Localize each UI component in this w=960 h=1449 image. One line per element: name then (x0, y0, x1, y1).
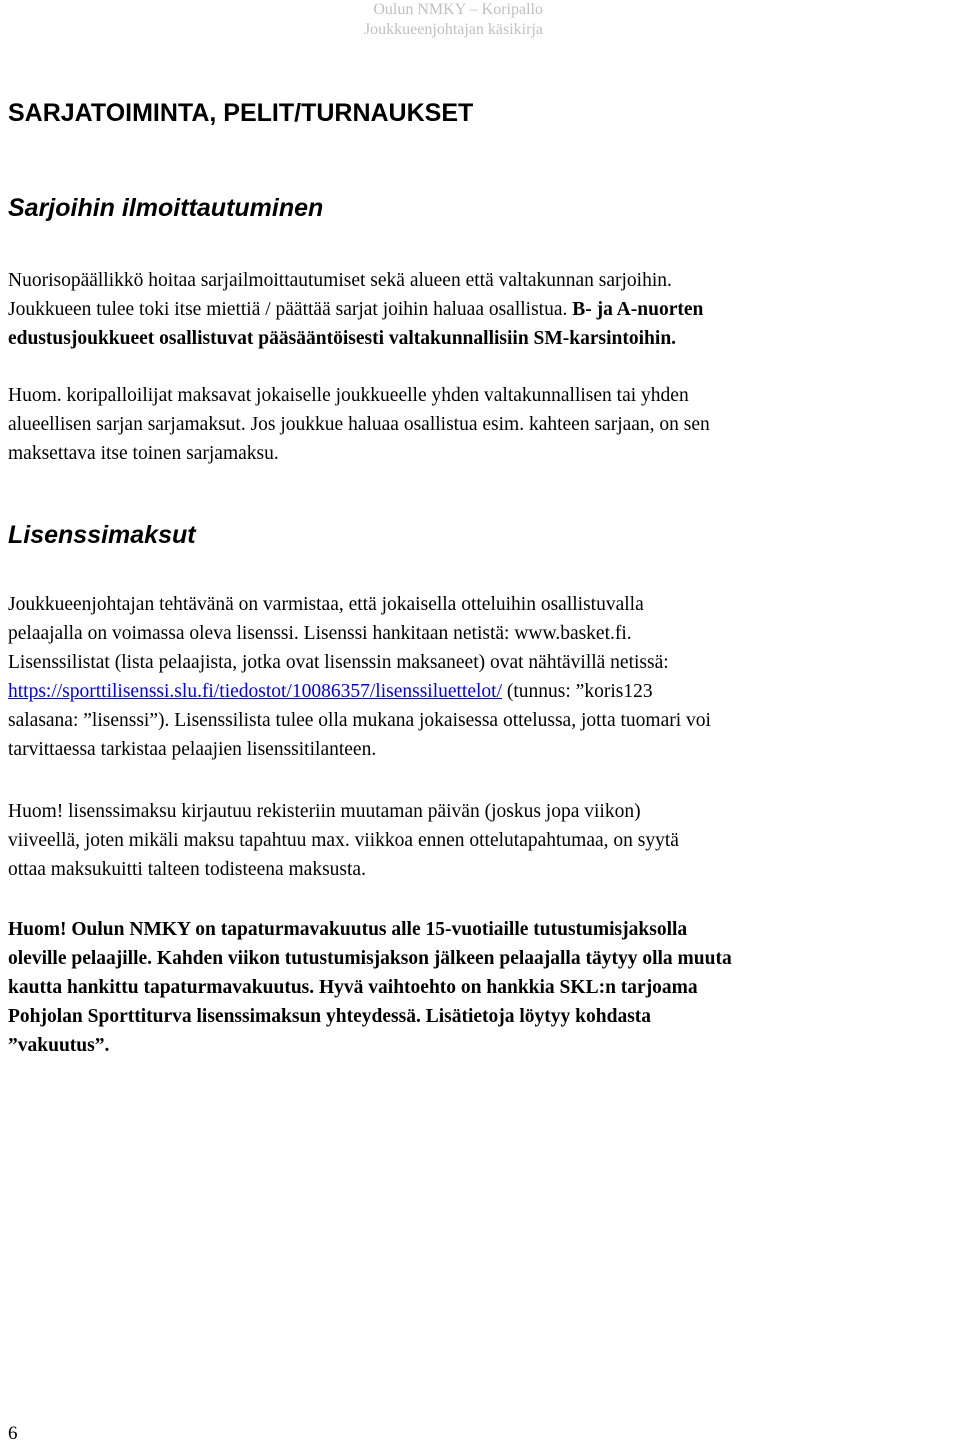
text-line: oleville pelaajille. Kahden viikon tutustumisjakson jälkeen pelaajalla täytyy olla muuta (8, 948, 732, 969)
text-line: kautta hankittu tapaturmavakuutus. Hyvä vaihtoehto on hankkia SKL:n tarjoama (8, 977, 698, 998)
text-line: tarvittaessa tarkistaa pelaajien lisenssitilanteen. (8, 739, 377, 760)
text-segment: (tunnus: ”koris123 (502, 681, 653, 702)
text-line: Huom! Oulun NMKY on tapaturmavakuutus alle 15-vuotiaille tutustumisjaksolla (8, 919, 688, 940)
text-line (8, 295, 958, 324)
text-line: Nuorisopäällikkö hoitaa sarjailmoittautumiset sekä alueen että valtakunnan sarjoihin. (8, 270, 672, 291)
paragraph-license-note (8, 797, 958, 884)
text-line: salasana: ”lisenssi”). Lisenssilista tulee olla mukana jokaisessa ottelussa, jotta tuomari voi (8, 710, 711, 731)
text-line: Huom. koripalloilijat maksavat jokaiselle joukkueelle yhden valtakunnallisen tai yhden (8, 385, 689, 406)
page-title: SARJATOIMINTA, PELIT/TURNAUKSET (8, 99, 474, 127)
text-line: ”vakuutus”. (8, 1035, 110, 1056)
text-line: maksettava itse toinen sarjamaksu. (8, 443, 279, 464)
text-line (8, 677, 958, 706)
header-document-title: Joukkueenjohtajan käsikirja (363, 21, 543, 38)
text-line: pelaajalla on voimassa oleva lisenssi. Lisenssi hankitaan netistä: www.basket.fi. (8, 623, 632, 644)
paragraph-series-fees (8, 381, 958, 468)
text-segment: Joukkueen tulee toki itse miettiä / päättää sarjat joihin haluaa osallistua. (8, 299, 573, 320)
bold-text: B- ja A-nuorten (572, 299, 704, 320)
bold-text-line: edustusjoukkueet osallistuvat pääsääntöisesti valtakunnallisiin SM-karsintoihin. (8, 328, 677, 349)
text-line: Joukkueenjohtajan tehtävänä on varmistaa, että jokaisella otteluihin osallistuvalla (8, 594, 644, 615)
paragraph-registration (8, 266, 958, 353)
text-line: alueellisen sarjan sarjamaksut. Jos joukkue haluaa osallistua esim. kahteen sarjaan, on sen (8, 414, 710, 435)
text-line: viiveellä, joten mikäli maksu tapahtuu max. viikkoa ennen ottelutapahtumaa, on syytä (8, 830, 679, 851)
header-organization: Oulun NMKY – Koripallo (373, 1, 543, 18)
section-heading-registration: Sarjoihin ilmoittautuminen (8, 194, 324, 222)
text-line: Pohjolan Sporttiturva lisenssimaksun yhteydessä. Lisätietoja löytyy kohdasta (8, 1006, 652, 1027)
paragraph-insurance-note (8, 915, 958, 1060)
text-line: Lisenssilistat (lista pelaajista, jotka ovat lisenssin maksaneet) ovat nähtävillä netissä: (8, 652, 669, 673)
section-heading-license-fees: Lisenssimaksut (8, 521, 196, 549)
text-line: ottaa maksukuitti talteen todisteena maksusta. (8, 859, 366, 880)
license-list-link[interactable]: https://sporttilisenssi.slu.fi/tiedostot/10086357/lisenssiluettelot/ (8, 681, 503, 702)
page-header (364, 0, 543, 40)
paragraph-license (8, 590, 958, 764)
text-line: Huom! lisenssimaksu kirjautuu rekisteriin muutaman päivän (joskus jopa viikon) (8, 801, 641, 822)
page-number: 6 (8, 1423, 18, 1444)
